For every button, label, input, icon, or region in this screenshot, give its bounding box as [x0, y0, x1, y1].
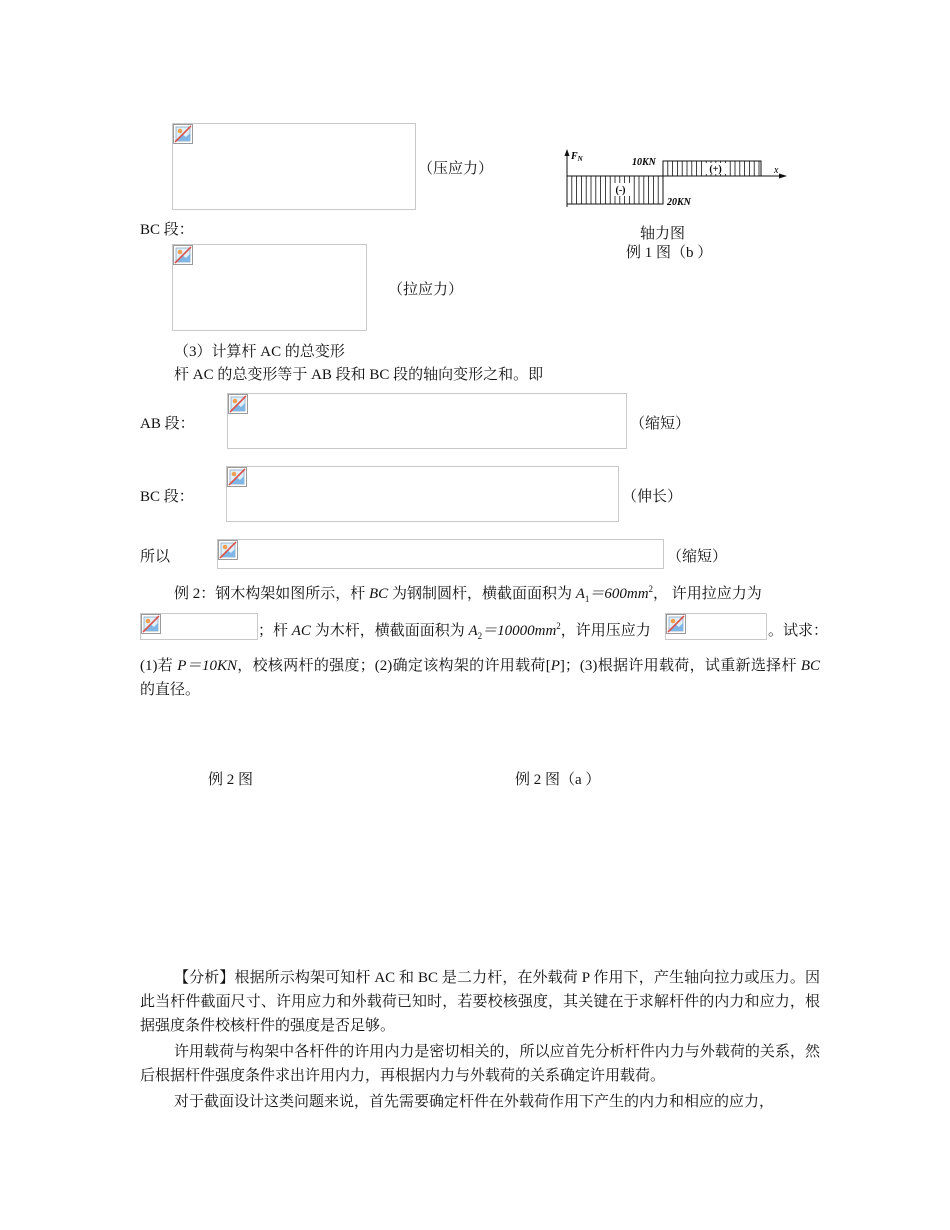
ab-deformation-formula-image — [227, 393, 627, 449]
bc-deformation-label: BC 段： — [140, 489, 194, 505]
fn-axis-arrow — [565, 149, 570, 156]
axial-diagram-caption: 轴力图 — [640, 226, 686, 242]
analysis-paragraph-2: 许用载荷与构架中各杆件的许用内力是密切相关的，所以应首先分析杆件内力与外载荷的关系，然后根据杆件强度条件求出许用内力，再根据内力与外载荷的关系确定许用载荷。 — [140, 1044, 820, 1084]
ab-stress-note: （压应力） — [418, 161, 494, 177]
total-deformation-label: 所以 — [140, 549, 171, 565]
ab-deformation-label: AB 段： — [140, 416, 195, 432]
axial-diagram-figure-label: 例 1 图（b ） — [626, 245, 713, 261]
label-20kn: 20KN — [667, 197, 691, 208]
pos-sign: (+) — [709, 164, 722, 175]
broken-image-icon — [218, 540, 238, 560]
allowable-compressive-stress-image — [665, 613, 767, 640]
ab-stress-formula-image — [172, 123, 416, 210]
broken-image-icon — [227, 467, 247, 487]
axial-force-diagram — [555, 145, 800, 215]
allowable-tensile-stress-image — [140, 613, 258, 640]
bc-stress-formula-image — [172, 244, 367, 331]
bc-deformation-formula-image — [226, 466, 619, 522]
example2-line2-tail: 。试求： — [768, 623, 829, 639]
example2-line2: ；杆 AC 为木杆，横截面面积为 $A_2=10000mm^2$，许用压应力 — [258, 621, 651, 641]
bc-stress-label: BC 段： — [140, 222, 194, 238]
broken-image-icon — [141, 614, 161, 634]
bc-deformation-note: （伸长） — [622, 489, 683, 505]
total-deformation-formula-image — [217, 539, 664, 569]
broken-image-icon — [228, 394, 248, 414]
broken-image-icon — [173, 124, 193, 144]
analysis-paragraph-3: 对于截面设计这类问题来说，首先需要确定杆件在外载荷作用下产生的内力和相应的应力， — [174, 1094, 775, 1110]
fn-label: $F_N$ — [571, 151, 583, 163]
bc-stress-note: （拉应力） — [388, 282, 464, 298]
section3-heading: （3）计算杆 AC 的总变形 — [174, 344, 345, 360]
analysis-paragraph-1: 【分析】根据所示构架可知杆 AC 和 BC 是二力杆，在外载荷 P 作用下，产生轴向拉力或压力。因此当杆件截面尺寸、许用应力和外载荷已知时，若要校核强度，其关键在于求解杆件的内力和应力，根据强度条件校核杆件的强度是否足够。 — [140, 970, 820, 1034]
x-label: x — [774, 165, 779, 176]
neg-sign: (-) — [615, 185, 626, 196]
section3-intro: 杆 AC 的总变形等于 AB 段和 BC 段的轴向变形之和。即 — [174, 367, 544, 383]
example2-figure-label-left: 例 2 图 — [208, 772, 254, 788]
broken-image-icon — [173, 245, 193, 265]
label-10kn: 10KN — [632, 157, 656, 168]
total-deformation-note: （缩短） — [667, 549, 728, 565]
x-axis-arrow — [779, 174, 787, 179]
example2-questions: (1)若 P＝10KN，校核两杆的强度；(2)确定该构架的许用载荷[P]；(3)根据许用载荷，试重新选择杆 BC 的直径。 — [140, 658, 820, 698]
ab-deformation-note: （缩短） — [630, 416, 691, 432]
example2-line1: 例 2：钢木构架如图所示，杆 BC 为钢制圆杆，横截面面积为 $A_1=600mm^2$， 许用拉应力为 — [174, 584, 762, 604]
broken-image-icon — [666, 614, 686, 634]
example2-figure-label-right: 例 2 图（a ） — [515, 772, 601, 788]
